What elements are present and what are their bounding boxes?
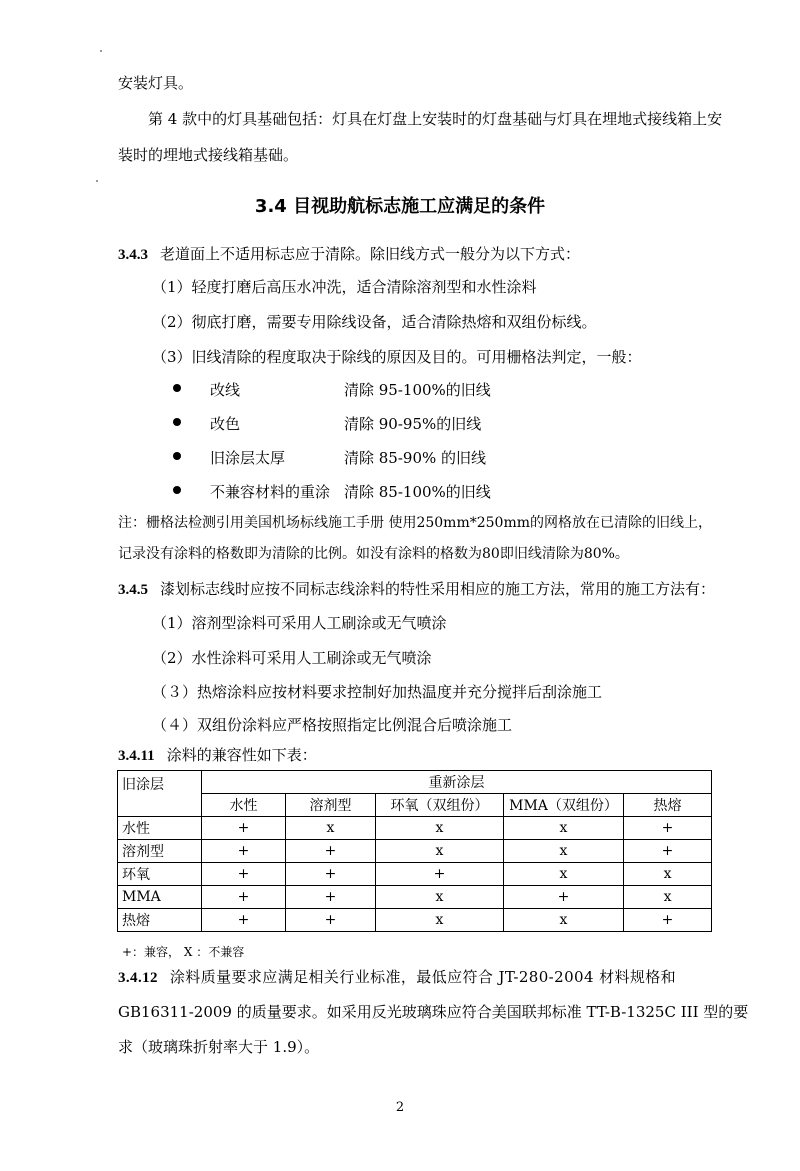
bullet-icon [173, 418, 181, 426]
scan-speck [96, 180, 98, 182]
row-header: 环氧 [118, 863, 202, 886]
row-header: 水性 [118, 817, 202, 840]
bullet-label: 不兼容材料的重涂 [210, 483, 331, 501]
list-item: （2）水性涂料可采用人工刷涂或无气喷涂 [152, 649, 432, 667]
table-cell: x [504, 817, 624, 840]
bullet-icon [173, 384, 181, 392]
table-cell: x [624, 863, 712, 886]
table-cell: x [376, 909, 504, 932]
clause-3-4-5 [118, 580, 715, 599]
table-cell: x [376, 840, 504, 863]
column-header: 水性 [202, 794, 286, 817]
table-legend: +：兼容， X ：不兼容 [122, 945, 245, 959]
text-line: 求（玻璃珠折射率大于 1.9）。 [118, 1038, 320, 1056]
table-cell: x [376, 817, 504, 840]
table-cell: + [286, 863, 376, 886]
row-header: 溶剂型 [118, 840, 202, 863]
note-line: 注：栅格法检测引用美国机场标线施工手册 使用250mm*250mm的网格放在已清除的旧线上， [118, 515, 712, 531]
column-header: 溶剂型 [286, 794, 376, 817]
table-cell: + [624, 840, 712, 863]
bullet-icon [173, 486, 181, 494]
table-cell: + [202, 840, 286, 863]
clause-number: 3.4.11 [118, 748, 155, 764]
table-cell: + [202, 863, 286, 886]
table-cell: + [376, 863, 504, 886]
bullet-label: 改线 [210, 381, 241, 399]
row-header: MMA [118, 886, 202, 909]
text-line-1: 安装灯具。 [118, 74, 194, 92]
list-item: （2）彻底打磨，需要专用除线设备，适合清除热熔和双组份标线。 [152, 313, 597, 331]
clause-3-4-11 [118, 746, 317, 765]
list-item: （1）轻度打磨后高压水冲洗，适合清除溶剂型和水性涂料 [152, 278, 537, 296]
clause-number: 3.4.3 [118, 247, 148, 263]
table-cell: x [376, 886, 504, 909]
table-row [118, 909, 712, 932]
table-cell: + [202, 886, 286, 909]
table-cell: + [202, 817, 286, 840]
table-cell: x [504, 863, 624, 886]
table-cell: x [504, 909, 624, 932]
bullet-value: 清除 85-100%的旧线 [344, 483, 491, 501]
table-cell: + [286, 840, 376, 863]
table-row [118, 863, 712, 886]
list-item: （３）热熔涂料应按材料要求控制好加热温度并充分搅拌后刮涂施工 [152, 683, 603, 701]
table-cell: + [286, 909, 376, 932]
text-line: GB16311-2009 的质量要求。如采用反光玻璃珠应符合美国联邦标准 TT-B-1325C III 型的要 [118, 1003, 749, 1021]
list-item: （3）旧线清除的程度取决于除线的原因及目的。可用栅格法判定，一般： [152, 348, 642, 366]
table-cell: + [202, 909, 286, 932]
bullet-value: 清除 85-90% 的旧线 [344, 449, 487, 467]
row-header: 热熔 [118, 909, 202, 932]
clause-number: 3.4.5 [118, 582, 148, 598]
table-row [118, 886, 712, 909]
table-header-row [118, 771, 712, 794]
list-item: （４）双组份涂料应严格按照指定比例混合后喷涂施工 [152, 716, 513, 734]
text-line-2: 第 4 款中的灯具基础包括：灯具在灯盘上安装时的灯盘基础与灯具在埋地式接线箱上安 [148, 110, 723, 128]
clause-text: 漆划标志线时应按不同标志线涂料的特性采用相应的施工方法，常用的施工方法有： [160, 580, 716, 598]
table-row [118, 840, 712, 863]
clause-text: 涂料的兼容性如下表： [166, 746, 317, 764]
table-cell: x [624, 886, 712, 909]
table-cell: + [286, 886, 376, 909]
clause-text: 老道面上不适用标志应于清除。除旧线方式一般分为以下方式： [160, 245, 581, 263]
scan-speck [100, 50, 102, 52]
table-cell: x [504, 840, 624, 863]
note-line: 记录没有涂料的格数即为清除的比例。如没有涂料的格数为80即旧线清除为80%。 [118, 546, 629, 562]
table-cell: + [624, 909, 712, 932]
clause-number: 3.4.12 [118, 970, 158, 986]
table-cell: x [286, 817, 376, 840]
clause-3-4-12 [118, 968, 676, 987]
table-header-row [118, 794, 712, 817]
table-cell: + [624, 817, 712, 840]
clause-text: 涂料质量要求应满足相关行业标准，最低应符合 JT-280-2004 材料规格和 [169, 968, 677, 986]
bullet-icon [173, 452, 181, 460]
bullet-label: 改色 [210, 415, 241, 433]
table-row [118, 817, 712, 840]
compatibility-table [117, 770, 712, 932]
table-corner-cell: 旧涂层 [118, 771, 202, 817]
section-heading: 3.4 目视助航标志施工应满足的条件 [254, 196, 546, 217]
column-header: 热熔 [624, 794, 712, 817]
clause-3-4-3 [118, 245, 580, 264]
table-group-header: 重新涂层 [202, 771, 712, 794]
column-header: 环氧（双组份） [376, 794, 504, 817]
text-line-3: 装时的埋地式接线箱基础。 [118, 146, 299, 164]
bullet-label: 旧涂层太厚 [210, 449, 286, 467]
bullet-value: 清除 90-95%的旧线 [344, 415, 482, 433]
list-item: （1）溶剂型涂料可采用人工刷涂或无气喷涂 [152, 614, 447, 632]
page-number: 2 [395, 1100, 405, 1115]
table-cell: + [504, 886, 624, 909]
column-header: MMA（双组份） [504, 794, 624, 817]
bullet-value: 清除 95-100%的旧线 [344, 381, 491, 399]
